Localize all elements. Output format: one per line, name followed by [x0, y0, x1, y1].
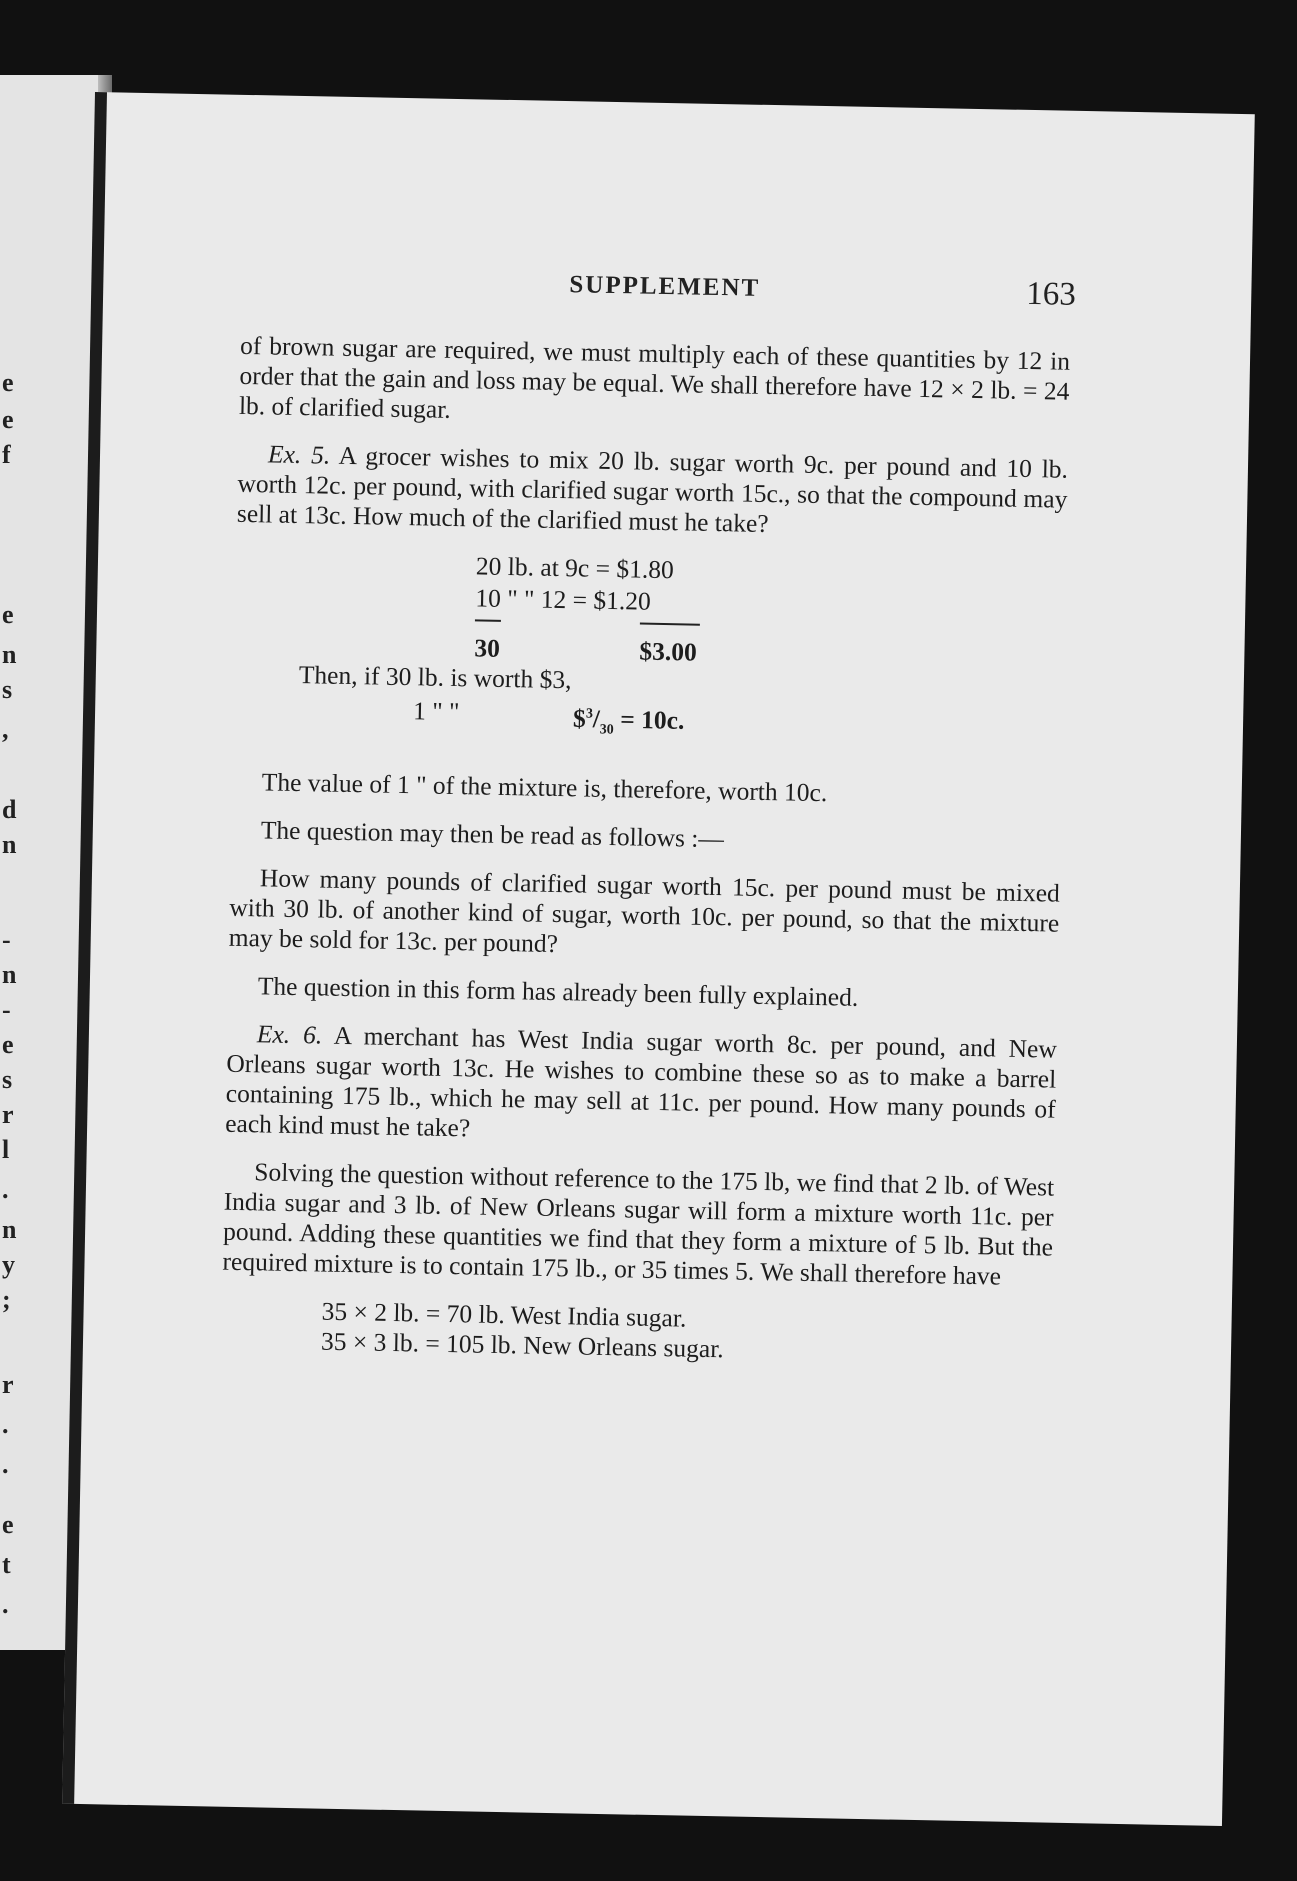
margin-letter: n — [2, 1215, 17, 1244]
calc-result: = 10c. — [619, 704, 685, 735]
calc-total-qty: 30 — [474, 633, 501, 663]
example-text: A merchant has West India sugar worth 8c. per pound, and New Orleans sugar worth 13c. He wishes to combine these so as to make a barrel containing 175 lb., which he may sell at 11c. per pound. How many pounds of each kind must he take? — [224, 1020, 1058, 1143]
paragraph-value: The value of 1 " of the mixture is, therefore, worth 10c. — [261, 767, 828, 808]
calc-one-line-right: $\$^3/_{30} = 10c$. — [572, 703, 685, 738]
margin-letter: d — [2, 795, 17, 824]
closing-calculation — [321, 1297, 1052, 1371]
calc-frac-num: 3 — [585, 706, 594, 722]
margin-letter: ; — [2, 1285, 11, 1314]
margin-letter: y — [2, 1250, 15, 1279]
example-label: Ex. 6. — [256, 1019, 323, 1050]
margin-letter: . — [2, 1410, 9, 1439]
calc-one-line-left: 1 " " — [412, 696, 460, 727]
calc-then-line: Then, if 30 lb. is worth $3, — [298, 660, 572, 695]
page-body — [221, 331, 1071, 1371]
calc-dollar: $ — [572, 703, 587, 734]
calc-rule-qty — [475, 619, 501, 621]
paragraph-question: How many pounds of clarified sugar worth 15c. per pound must be mixed with 30 lb. of another kind of sugar, worth 10c. per pound, so that the mixture may be sold for 13c. per pound? — [228, 863, 1061, 959]
margin-letter: e — [2, 368, 14, 397]
running-head: SUPPLEMENT — [569, 271, 761, 302]
margin-letter: n — [2, 960, 17, 989]
calc-total-value: $3.00 — [639, 636, 698, 667]
margin-letter: t — [2, 1550, 11, 1579]
paragraph-question-intro: The question may then be read as follows :— — [260, 815, 725, 854]
calculation-block — [232, 547, 1066, 773]
example-label: Ex. 5. — [267, 439, 331, 470]
example-6-paragraph — [225, 1019, 1057, 1155]
example-5-paragraph — [237, 439, 1069, 545]
closing-line-1: 35 × 2 lb. = 70 lb. West India sugar. — [321, 1296, 687, 1333]
margin-letter: n — [2, 830, 17, 859]
paragraph-1: of brown sugar are required, we must multiply each of these quantities by 12 in order that the gain and loss may be equal. We shall therefore have 12 × 2 lb. = 24 lb. of clarified sugar. — [238, 330, 1071, 424]
paragraph-explained: The question in this form has already been fully explained. — [257, 971, 859, 1012]
margin-letter: . — [2, 1175, 9, 1204]
margin-letter: n — [2, 640, 17, 669]
example-text: A grocer wishes to mix 20 lb. sugar worth 9c. per pound and 10 lb. worth 12c. per pound, with clarified sugar worth 15c., so that the compound may sell at 13c. How much of the clarified must he take? — [236, 440, 1069, 539]
calc-frac-den: 30 — [599, 722, 614, 738]
margin-letter: - — [2, 925, 11, 954]
book-page — [62, 92, 1255, 1826]
margin-letter: , — [2, 715, 9, 744]
margin-letter: s — [2, 1065, 13, 1094]
margin-letter: r — [2, 1100, 14, 1129]
margin-letter: f — [2, 440, 11, 469]
page-number: 163 — [1025, 275, 1077, 313]
margin-letter: e — [2, 405, 14, 434]
margin-letter: . — [2, 1590, 9, 1619]
margin-letter: s — [2, 675, 13, 704]
margin-letter: l — [2, 1135, 10, 1164]
paragraph-solving: Solving the question without reference to the 175 lb, we find that 2 lb. of West India sugar and 3 lb. of New Orleans sugar will form a mixture worth 11c. per pound. Adding these quantities we find that they form a mixture of 5 lb. But the required mixture is to contain 175 lb., or 35 times 5. We shall therefore have — [222, 1157, 1055, 1291]
margin-letter: e — [2, 1030, 14, 1059]
calc-row-1: 20 lb. at 9c = $1.80 — [475, 551, 675, 585]
margin-letter: e — [2, 1510, 14, 1539]
margin-letter: - — [2, 995, 11, 1024]
page-header — [91, 262, 1252, 324]
calc-rule-value — [640, 623, 700, 626]
margin-letter: e — [2, 600, 14, 629]
closing-line-2: 35 × 3 lb. = 105 lb. New Orleans sugar. — [320, 1326, 724, 1364]
calc-row-2: 10 " " 12 = $1.20 — [475, 583, 652, 616]
margin-letter: r — [2, 1370, 14, 1399]
margin-letter: . — [2, 1450, 9, 1479]
